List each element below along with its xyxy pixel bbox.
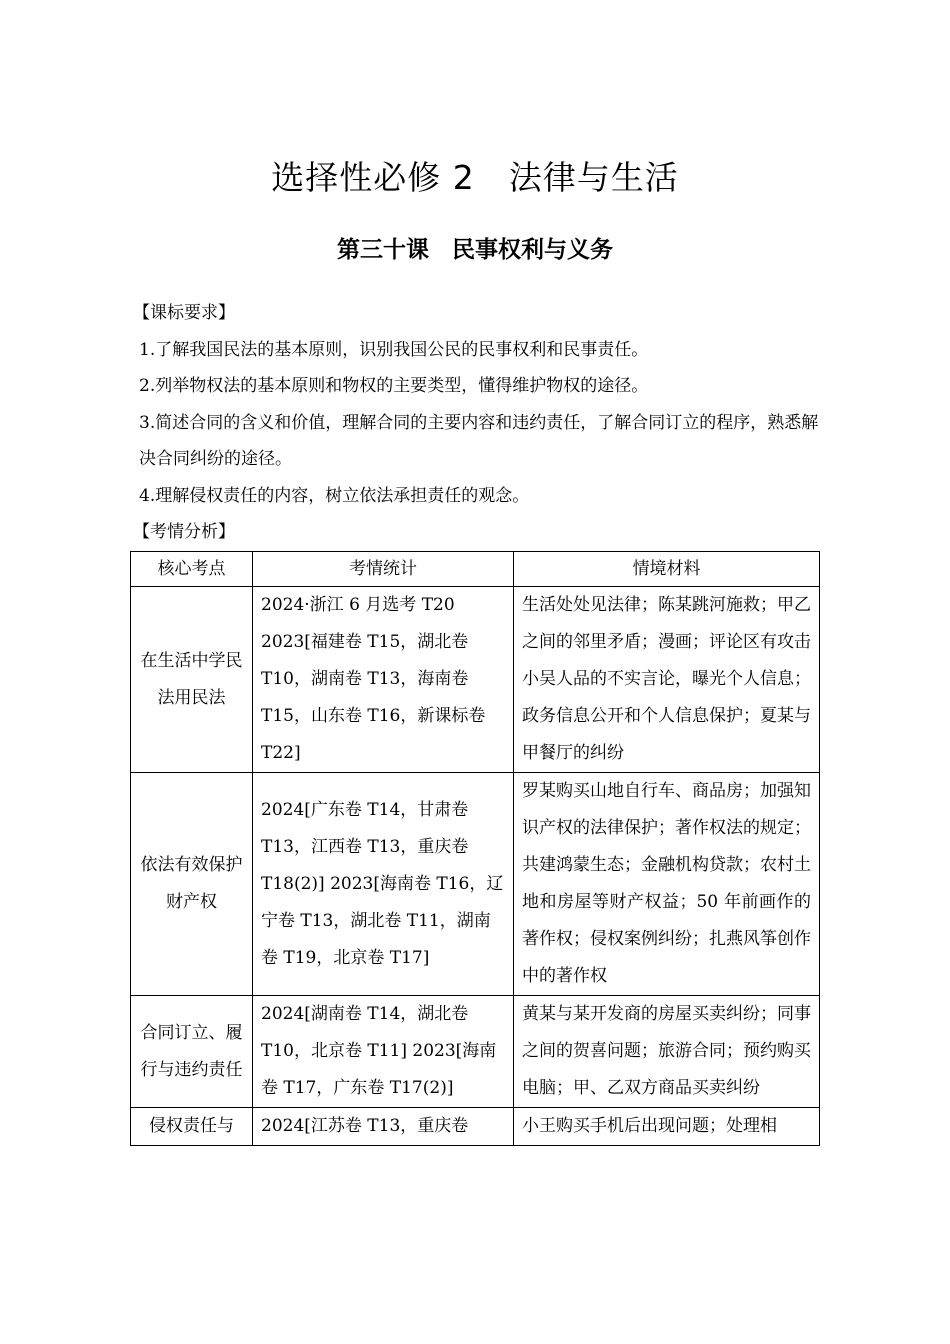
stats-cell: 2024[广东卷 T14，甘肃卷 T13，江西卷 T13，重庆卷 T18(2)] 2023[海南卷 T16，辽宁卷 T13，湖北卷 T11，湖南卷 T19，北京卷 T17] bbox=[253, 773, 514, 996]
topic-cell: 合同订立、履行与违约责任 bbox=[131, 996, 253, 1108]
topic-cell: 依法有效保护财产权 bbox=[131, 773, 253, 996]
column-header: 情境材料 bbox=[514, 552, 820, 587]
table-row bbox=[131, 587, 820, 773]
topic-cell: 在生活中学民法用民法 bbox=[131, 587, 253, 773]
analysis-heading: 【考情分析】 bbox=[133, 522, 235, 542]
table-row bbox=[131, 996, 820, 1108]
stats-cell: 2024[湖南卷 T14，湖北卷 T10，北京卷 T11] 2023[海南卷 T17，广东卷 T17(2)] bbox=[253, 996, 514, 1108]
stats-cell: 2024·浙江 6 月选考 T20 2023[福建卷 T15，湖北卷 T10，湖南卷 T13，海南卷 T15，山东卷 T16，新课标卷 T22] bbox=[253, 587, 514, 773]
topic-cell: 侵权责任与 bbox=[131, 1108, 253, 1146]
requirements-section bbox=[133, 295, 829, 551]
lesson-title: 第三十课 民事权利与义务 bbox=[337, 237, 613, 263]
page-title: 选择性必修 2 法律与生活 bbox=[271, 158, 679, 197]
requirement-item: 4.理解侵权责任的内容，树立依法承担责任的观念。 bbox=[139, 485, 530, 506]
requirement-item: 2.列举物权法的基本原则和物权的主要类型，懂得维护物权的途径。 bbox=[139, 376, 649, 396]
material-cell: 黄某与某开发商的房屋买卖纠纷；同事之间的贺喜问题；旅游合同；预约购买电脑；甲、乙双方商品买卖纠纷 bbox=[514, 996, 820, 1108]
requirements-heading: 【课标要求】 bbox=[133, 303, 235, 323]
table-header-row bbox=[131, 552, 820, 587]
table-row bbox=[131, 773, 820, 996]
requirement-item: 1.了解我国民法的基本原则，识别我国公民的民事权利和民事责任。 bbox=[139, 339, 649, 360]
stats-cell: 2024[江苏卷 T13，重庆卷 bbox=[253, 1108, 514, 1146]
column-header: 核心考点 bbox=[131, 552, 253, 587]
material-cell: 小王购买手机后出现问题；处理相 bbox=[514, 1108, 820, 1146]
requirement-item: 3.简述合同的含义和价值，理解合同的主要内容和违约责任，了解合同订立的程序，熟悉解决合同纠纷的途径。 bbox=[139, 412, 819, 469]
analysis-table bbox=[130, 551, 820, 1146]
material-cell: 罗某购买山地自行车、商品房；加强知识产权的法律保护；著作权法的规定；共建鸿蒙生态；金融机构贷款；农村土地和房屋等财产权益；50 年前画作的著作权；侵权案例纠纷；扎燕风筝创作中的著作权 bbox=[514, 773, 820, 996]
material-cell: 生活处处见法律；陈某跳河施救；甲乙之间的邻里矛盾；漫画；评论区有攻击小吴人品的不实言论，曝光个人信息；政务信息公开和个人信息保护；夏某与甲餐厅的纠纷 bbox=[514, 587, 820, 773]
column-header: 考情统计 bbox=[253, 552, 514, 587]
table-row bbox=[131, 1108, 820, 1146]
